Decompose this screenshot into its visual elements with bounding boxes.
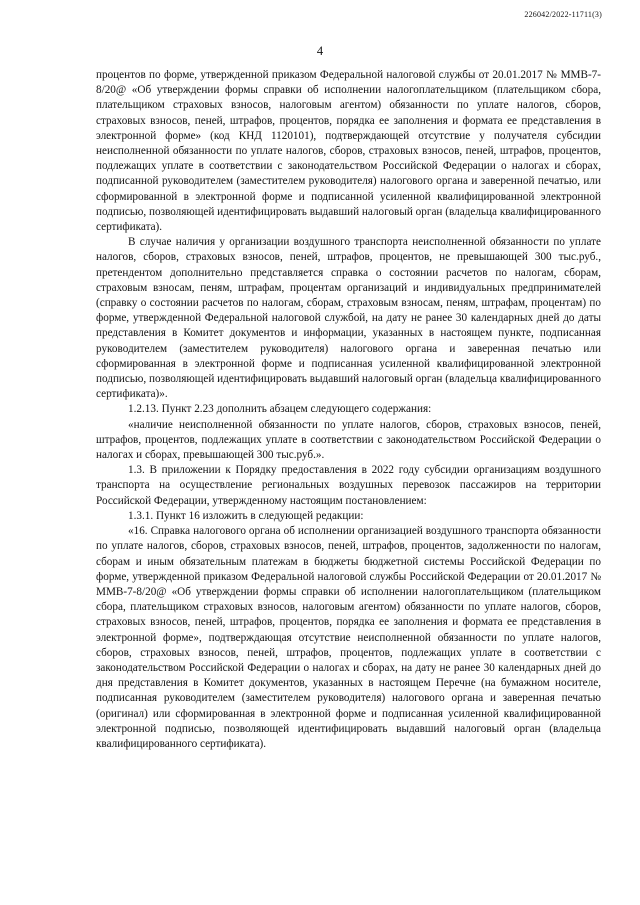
document-id: 226042/2022-11711(3): [524, 10, 602, 19]
paragraph: В случае наличия у организации воздушного транспорта неисполненной обязанности по уплате налогов, сборов, страховых взносов, пеней, штрафов, процентов, не превышающей 300 тыс.руб., претендентом дополнительно представляется справка о состоянии расчетов по налогам, сборам, страховым взносам, пеням, штрафам, процентам организаций и индивидуальных предпринимателей (справку о состоянии расчетов по налогам, сборам, страховым взносам, пеням, штрафам, процентам) по форме, утвержденной Федеральной налоговой службой, на дату не ранее 30 календарных дней до даты представления в Комитет документов и информации, указанных в настоящем пункте, подписанная руководителем (заместителем руководителя) налогового органа и заверенная печатью или сформированная в электронной форме и подписанная усиленной квалифицированной электронной подписью, позволяющей идентифицировать выдавший налоговый орган (владельца квалифицированного сертификата)».: [96, 236, 601, 401]
paragraph: 1.3. В приложении к Порядку предоставления в 2022 году субсидии организациям воздушного транспорта на осуществление региональных воздушных перевозок пассажиров на территории Российской Федерации, утвержденному настоящим постановлением:: [96, 464, 601, 507]
paragraph: процентов по форме, утвержденной приказом Федеральной налоговой службы от 20.01.2017 № ММВ-7-8/20@ «Об утверждении формы справки об исполнении налогоплательщиком (плательщиком сбора, плательщиком страховых взносов, налоговым агентом) обязанности по уплате налогов, сборов, страховых взносов, пеней, штрафов, процентов, порядка ее заполнения и формата ее представления в электронной форме» (код КНД 1120101), подтверждающей отсутствие у получателя субсидии неисполненной обязанности по уплате налогов, сборов, страховых взносов, пеней, штрафов, процентов, подлежащих уплате в соответствии с законодательством Российской Федерации о налогах и сборах, подписанной руководителем (заместителем руководителя) налогового органа и заверенной печатью, или сформированной в электронной форме и подписанной усиленной квалифицированной электронной подписью, позволяющей идентифицировать выдавший налоговый орган (владельца квалифицированного сертификата).: [96, 69, 601, 234]
paragraph: «16. Справка налогового органа об исполнении организацией воздушного транспорта обязанности по уплате налогов, сборов, страховых взносов, пеней, штрафов, процентов, задолженности по налогам, сборам и иным обязательным платежам в бюджеты бюджетной системы Российской Федерации по форме, утвержденной приказом Федеральной налоговой службы Российской Федерации от 20.01.2017 № ММВ-7-8/20@ «Об утверждении формы справки об исполнении налогоплательщиком (плательщиком сбора, плательщиком страховых взносов, налоговым агентом) обязанности по уплате налогов, сборов, страховых взносов, пеней, штрафов, процентов, порядка ее заполнения и формата ее представления в электронной форме», подтверждающая отсутствие неисполненной обязанности по уплате налогов, сборов, страховых взносов, пеней, штрафов, процентов, подлежащих уплате в соответствии с законодательством Российской Федерации о налогах и сборах, на дату не ранее 30 календарных дней до дня представления в Комитет документов, указанных в настоящем Перечне (на бумажном носителе, подписанная руководителем (заместителем руководителя) налогового органа и заверенная печатью (оригинал) или сформированная в электронной форме и подписанная усиленной квалифицированной электронной подписью, позволяющей идентифицировать выдавший налоговый орган (владельца квалифицированного сертификата).: [96, 525, 601, 750]
document-body: [96, 68, 601, 752]
paragraph: «наличие неисполненной обязанности по уплате налогов, сборов, страховых взносов, пеней, штрафов, процентов, подлежащих уплате в соответствии с законодательством Российской Федерации о налогах и сборах, превышающей 300 тыс.руб.».: [96, 418, 601, 462]
paragraph: 1.3.1. Пункт 16 изложить в следующей редакции:: [128, 509, 364, 522]
paragraph: 1.2.13. Пункт 2.23 дополнить абзацем следующего содержания:: [128, 403, 432, 416]
page-number: 4: [316, 44, 324, 58]
